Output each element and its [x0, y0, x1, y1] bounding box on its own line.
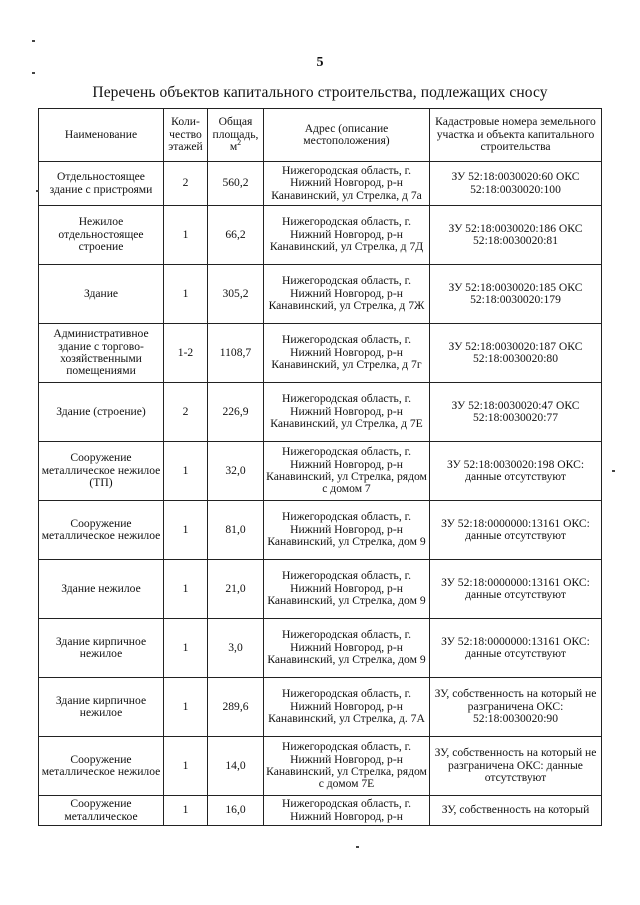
cell-cadastral: ЗУ, собственность на который [430, 796, 602, 826]
cell-cadastral: ЗУ 52:18:0030020:198 ОКС: данные отсутствуют [430, 442, 602, 501]
cell-address: Нижегородская область, г. Нижний Новгород, р-н Канавинский, ул Стрелка, дом 9 [264, 501, 430, 560]
cell-address: Нижегородская область, г. Нижний Новгород, р-н [264, 796, 430, 826]
cell-address: Нижегородская область, г. Нижний Новгород, р-н Канавинский, ул Стрелка, д 7а [264, 162, 430, 206]
table-row [39, 501, 602, 560]
header-area [208, 109, 264, 162]
document-title: Перечень объектов капитального строительства, подлежащих сносу [92, 84, 548, 101]
header-area-sup: 2 [237, 138, 242, 148]
cell-area: 16,0 [208, 796, 264, 826]
header-address: Адрес (описание местоположения) [264, 109, 430, 162]
cell-floors: 2 [164, 383, 208, 442]
cell-name: Здание кирпичное нежилое [39, 678, 164, 737]
cell-floors: 1 [164, 737, 208, 796]
cell-name: Сооружение металлическое нежилое [39, 737, 164, 796]
cell-cadastral: ЗУ 52:18:0000000:13161 ОКС: данные отсутствуют [430, 560, 602, 619]
table-row [39, 796, 602, 826]
cell-address: Нижегородская область, г. Нижний Новгород, р-н Канавинский, ул Стрелка, д 7Е [264, 383, 430, 442]
cell-address: Нижегородская область, г. Нижний Новгород, р-н Канавинский, ул Стрелка, рядом с домом 7 [264, 442, 430, 501]
cell-cadastral: ЗУ 52:18:0000000:13161 ОКС: данные отсутствуют [430, 619, 602, 678]
cell-area: 14,0 [208, 737, 264, 796]
cell-area: 305,2 [208, 265, 264, 324]
cell-name: Здание кирпичное нежилое [39, 619, 164, 678]
table-row [39, 383, 602, 442]
cell-name: Отдельностоящее здание с пристроями [39, 162, 164, 206]
cell-floors: 1 [164, 206, 208, 265]
cell-cadastral: ЗУ 52:18:0030020:47 ОКС 52:18:0030020:77 [430, 383, 602, 442]
cell-floors: 2 [164, 162, 208, 206]
cell-floors: 1 [164, 265, 208, 324]
header-floors: Коли-чество этажей [164, 109, 208, 162]
table-row [39, 737, 602, 796]
cell-floors: 1 [164, 501, 208, 560]
table-row [39, 265, 602, 324]
cell-address: Нижегородская область, г. Нижний Новгород, р-н Канавинский, ул Стрелка, дом 9 [264, 619, 430, 678]
header-cadastral: Кадастровые номера земельного участка и объекта капитального строительства [430, 109, 602, 162]
cell-area: 32,0 [208, 442, 264, 501]
table-row [39, 560, 602, 619]
cell-cadastral: ЗУ, собственность на который не разграничена ОКС: 52:18:0030020:90 [430, 678, 602, 737]
cell-area: 3,0 [208, 619, 264, 678]
cell-cadastral: ЗУ 52:18:0030020:60 ОКС 52:18:0030020:100 [430, 162, 602, 206]
cell-area: 66,2 [208, 206, 264, 265]
cell-address: Нижегородская область, г. Нижний Новгород, р-н Канавинский, ул Стрелка, рядом с домом 7Е [264, 737, 430, 796]
table-header-row [39, 109, 602, 162]
cell-address: Нижегородская область, г. Нижний Новгород, р-н Канавинский, ул Стрелка, дом 9 [264, 560, 430, 619]
cell-name: Сооружение металлическое [39, 796, 164, 826]
cell-name: Сооружение металлическое нежилое [39, 501, 164, 560]
cell-area: 560,2 [208, 162, 264, 206]
cell-cadastral: ЗУ 52:18:0030020:185 ОКС 52:18:0030020:179 [430, 265, 602, 324]
cell-floors: 1 [164, 796, 208, 826]
cell-name: Административное здание с торгово-хозяйственными помещениями [39, 324, 164, 383]
page-number: 5 [316, 55, 324, 70]
cell-area: 1108,7 [208, 324, 264, 383]
objects-table [38, 108, 602, 826]
table-row [39, 324, 602, 383]
cell-address: Нижегородская область, г. Нижний Новгород, р-н Канавинский, ул Стрелка, д 7Д [264, 206, 430, 265]
cell-address: Нижегородская область, г. Нижний Новгород, р-н Канавинский, ул Стрелка, д 7г [264, 324, 430, 383]
cell-floors: 1-2 [164, 324, 208, 383]
cell-floors: 1 [164, 560, 208, 619]
cell-area: 226,9 [208, 383, 264, 442]
cell-address: Нижегородская область, г. Нижний Новгород, р-н Канавинский, ул Стрелка, д. 7А [264, 678, 430, 737]
cell-address: Нижегородская область, г. Нижний Новгород, р-н Канавинский, ул Стрелка, д 7Ж [264, 265, 430, 324]
cell-cadastral: ЗУ 52:18:0030020:187 ОКС 52:18:0030020:80 [430, 324, 602, 383]
cell-area: 289,6 [208, 678, 264, 737]
table-row [39, 206, 602, 265]
cell-cadastral: ЗУ 52:18:0000000:13161 ОКС: данные отсутствуют [430, 501, 602, 560]
cell-name: Здание [39, 265, 164, 324]
cell-area: 21,0 [208, 560, 264, 619]
cell-floors: 1 [164, 619, 208, 678]
cell-floors: 1 [164, 442, 208, 501]
cell-cadastral: ЗУ, собственность на который не разграничена ОКС: данные отсутствуют [430, 737, 602, 796]
cell-name: Нежилое отдельностоящее строение [39, 206, 164, 265]
cell-cadastral: ЗУ 52:18:0030020:186 ОКС 52:18:0030020:81 [430, 206, 602, 265]
cell-name: Здание нежилое [39, 560, 164, 619]
header-area-label: Общая площадь, м [212, 115, 259, 154]
header-name: Наименование [39, 109, 164, 162]
cell-area: 81,0 [208, 501, 264, 560]
cell-floors: 1 [164, 678, 208, 737]
cell-name: Сооружение металлическое нежилое (ТП) [39, 442, 164, 501]
table-row [39, 678, 602, 737]
table-row [39, 442, 602, 501]
table-row [39, 162, 602, 206]
cell-name: Здание (строение) [39, 383, 164, 442]
table-row [39, 619, 602, 678]
